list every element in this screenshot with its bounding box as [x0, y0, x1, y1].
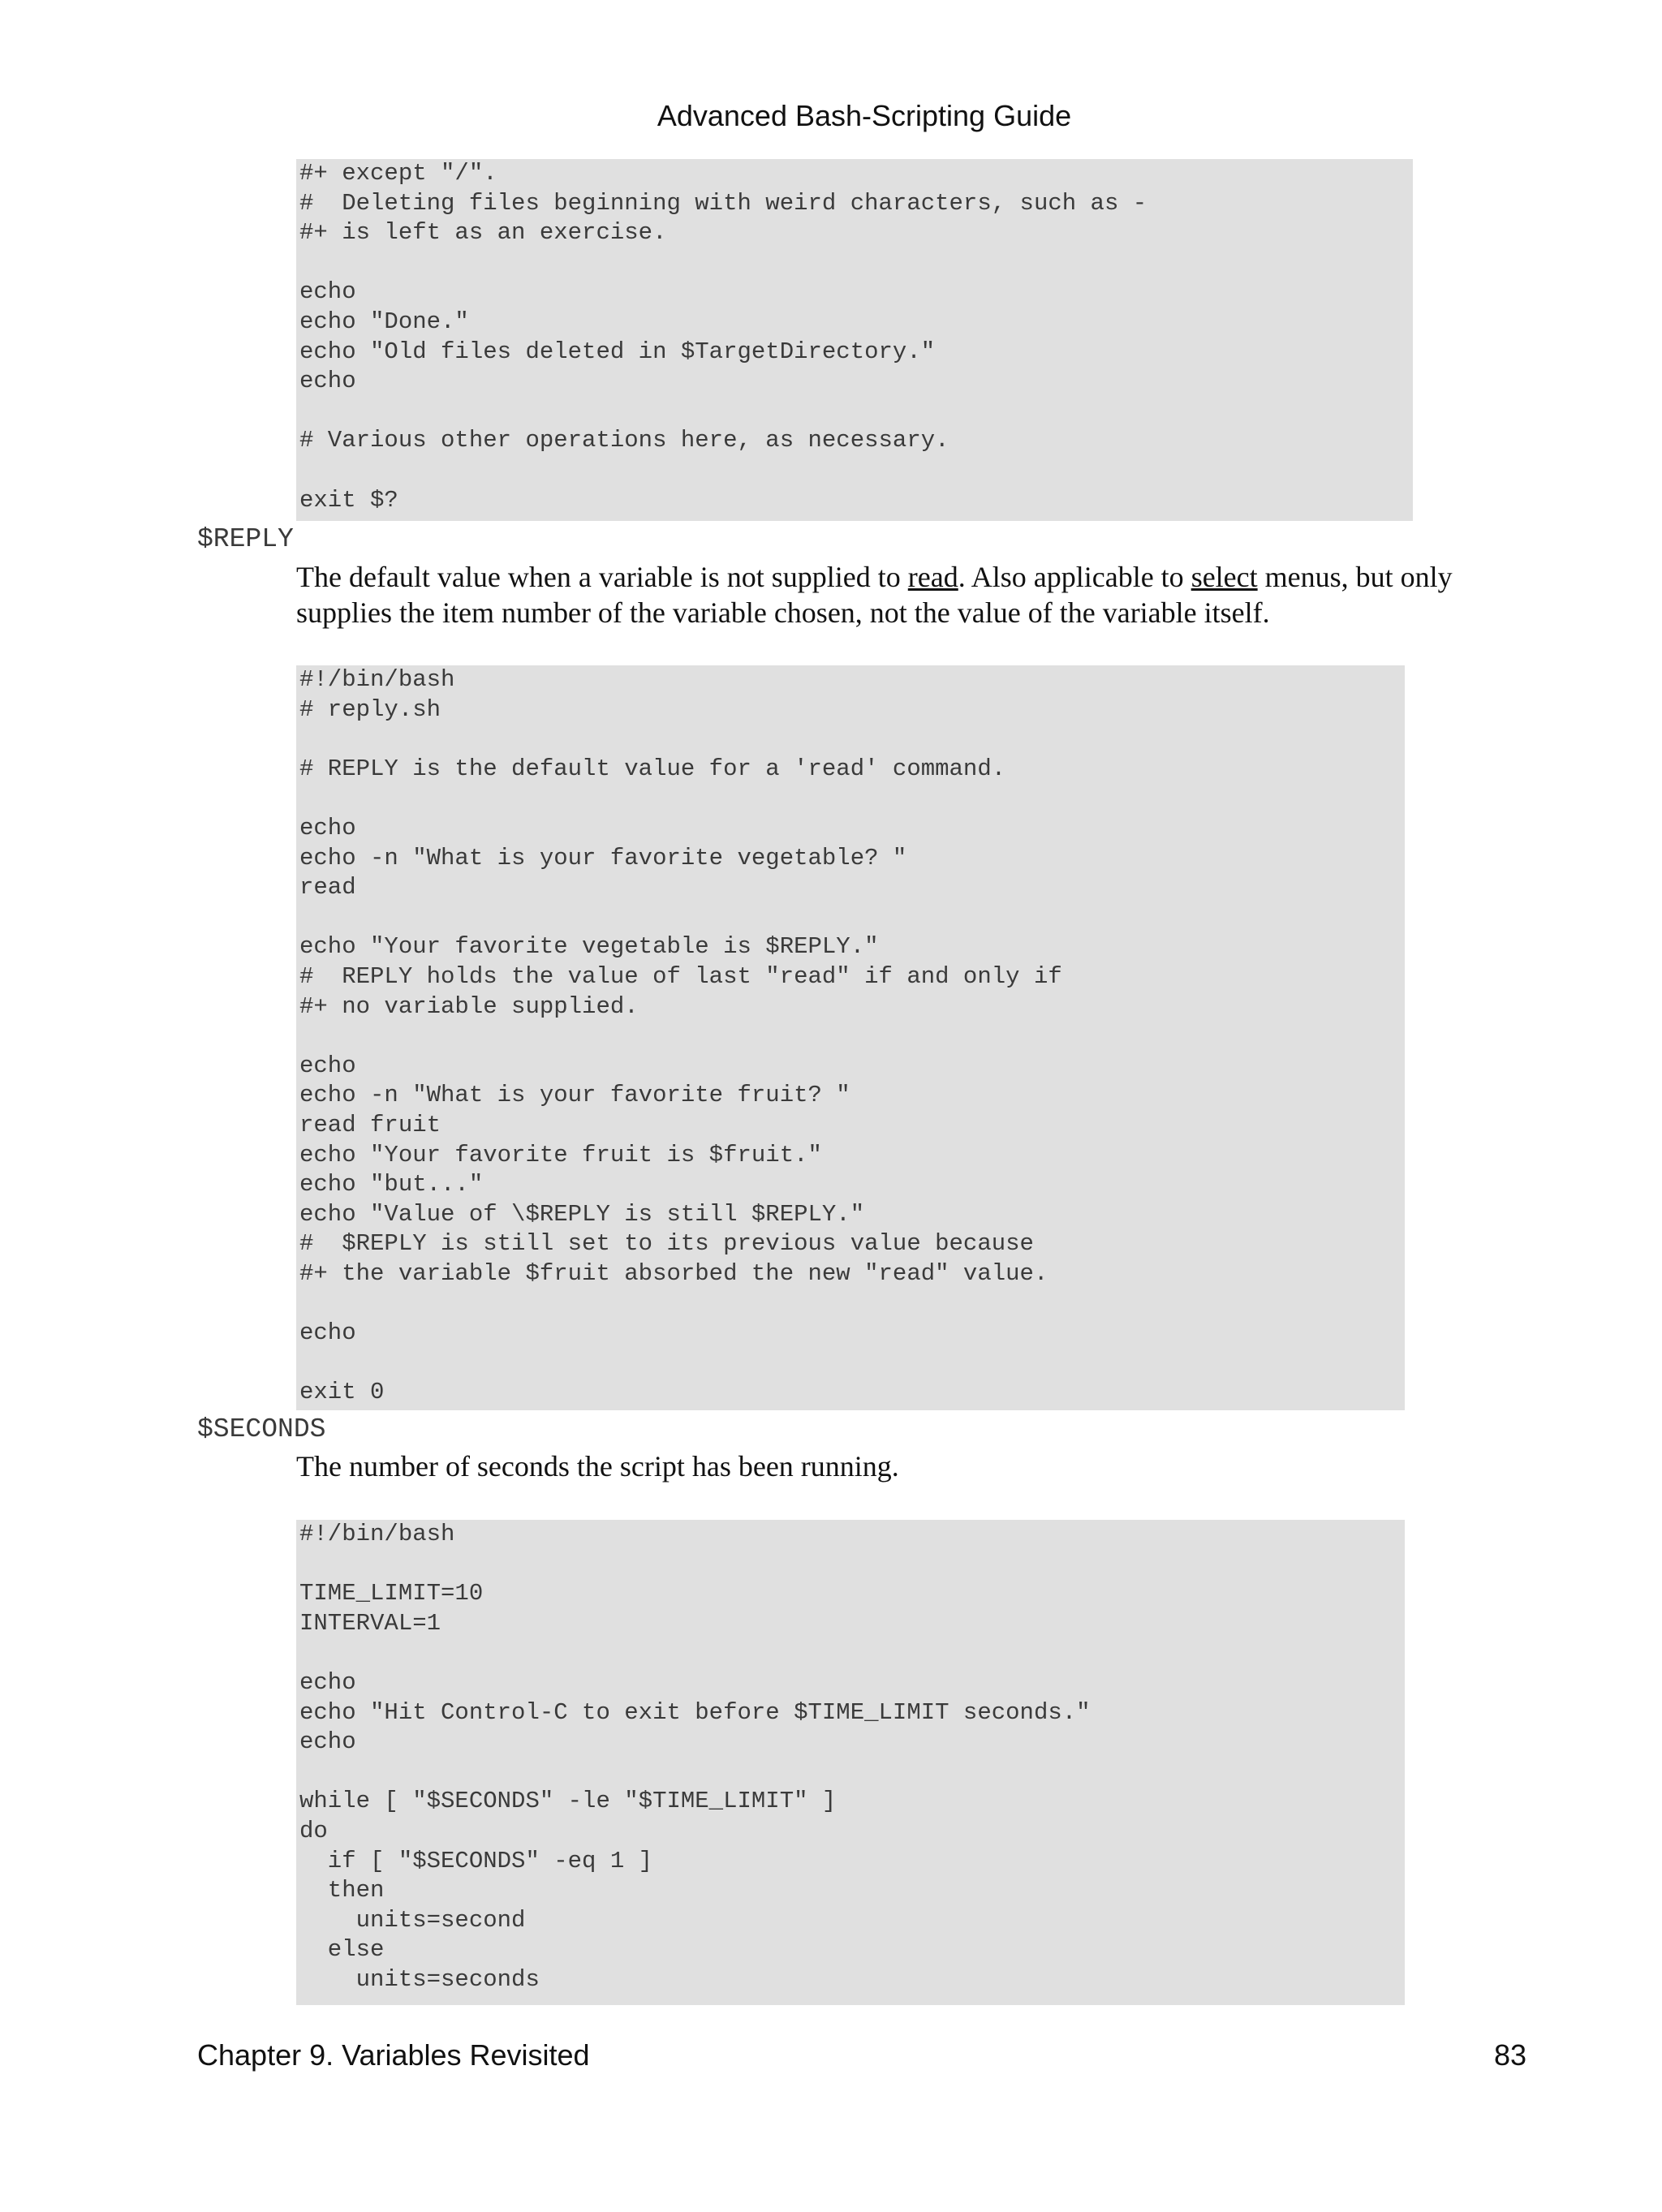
- code-block-seconds-script: #!/bin/bash TIME_LIMIT=10 INTERVAL=1 echo echo "Hit Control-C to exit before $TIME_LIMIT seconds." echo while [ "$SECONDS" -le "$TIME_LIMIT" ] do if [ "$SECONDS" -eq 1 ] then units=second else units=seconds: [296, 1520, 1405, 2005]
- footer-chapter-title: Chapter 9. Variables Revisited: [197, 2038, 590, 2072]
- description-reply-text-1: The default value when a variable is not supplied to: [296, 561, 908, 593]
- link-read[interactable]: read: [907, 561, 958, 593]
- code-block-cleanup-script: #+ except "/". # Deleting files beginning with weird characters, such as - #+ is left as an exercise. echo echo "Done." echo "Old files deleted in $TargetDirectory." echo # Various other operations here, as necessary. exit $?: [296, 159, 1413, 521]
- description-seconds: The number of seconds the script has been running.: [296, 1450, 899, 1483]
- term-reply: $REPLY: [197, 524, 294, 554]
- running-header: Advanced Bash-Scripting Guide: [657, 99, 1072, 132]
- footer-page-number: 83: [1493, 2038, 1526, 2072]
- term-seconds: $SECONDS: [197, 1414, 326, 1444]
- description-reply-text-2: . Also applicable to: [958, 561, 1191, 593]
- code-block-reply-sh: #!/bin/bash # reply.sh # REPLY is the default value for a 'read' command. echo echo -n "What is your favorite vegetable? " read echo "Your favorite vegetable is $REPLY." # REPLY holds the value of last "read" if and only if #+ no variable supplied. echo echo -n "What is your favorite fruit? " read fruit echo "Your favorite fruit is $fruit." echo "but..." echo "Value of \$REPLY is still $REPLY." # $REPLY is still set to its previous value because #+ the variable $fruit absorbed the new "read" value. echo exit 0: [296, 665, 1405, 1410]
- description-reply-text-3: menus, but only supplies the item number of the variable chosen, not the value of the variable itself.: [296, 561, 1453, 629]
- link-select[interactable]: select: [1191, 561, 1258, 593]
- description-reply: [296, 559, 1513, 630]
